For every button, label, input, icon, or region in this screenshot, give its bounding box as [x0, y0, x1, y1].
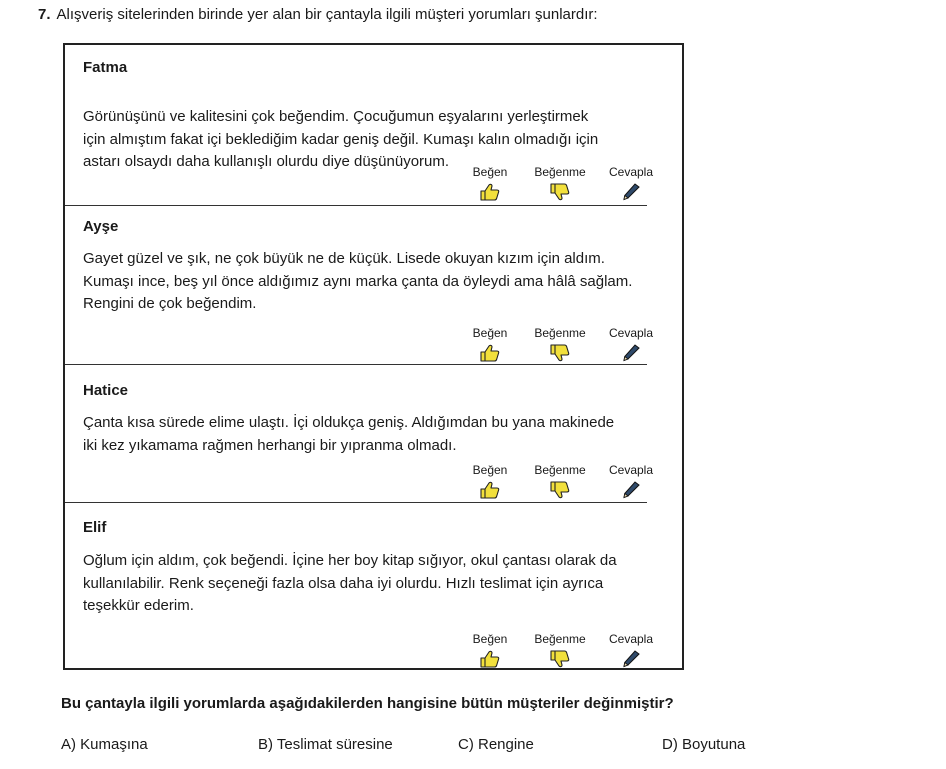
reply-label: Cevapla — [608, 326, 654, 340]
pencil-icon — [621, 481, 641, 499]
review-line: kullanılabilir. Renk seçeneği fazla olsa daha iyi olurdu. Hızlı teslimat için ayrıca — [83, 574, 604, 592]
option-b[interactable]: B) Teslimat süresine — [258, 736, 393, 753]
dislike-button[interactable] — [525, 632, 595, 668]
reply-label: Cevapla — [608, 463, 654, 477]
question-prompt: Bu çantayla ilgili yorumlarda aşağıdakilerden hangisine bütün müşteriler değinmiştir? — [61, 695, 674, 712]
question-stem-text: Alışveriş sitelerinden birinde yer alan bir çantayla ilgili müşteri yorumları şunlardır: — [56, 6, 598, 23]
like-button[interactable] — [455, 463, 525, 499]
pencil-icon — [621, 344, 641, 362]
like-button[interactable] — [455, 165, 525, 201]
divider — [65, 502, 647, 503]
review-line: astarı olsaydı daha kullanışlı olurdu diye düşünüyorum. — [83, 153, 450, 170]
option-a[interactable]: A) Kumaşına — [61, 736, 148, 753]
dislike-button[interactable] — [525, 165, 595, 201]
option-c[interactable]: C) Rengine — [458, 736, 534, 753]
review-line: teşekkür ederim. — [83, 597, 194, 614]
reply-button[interactable] — [596, 165, 666, 201]
thumbs-down-icon — [550, 650, 570, 668]
review-text — [83, 412, 683, 457]
thumbs-up-icon — [480, 481, 500, 499]
thumbs-down-icon — [550, 481, 570, 499]
reply-button[interactable] — [596, 326, 666, 362]
review-text — [83, 550, 683, 618]
dislike-button[interactable] — [525, 326, 595, 362]
review-line: Kumaşı ince, beş yıl önce aldığımız aynı marka çanta da öyleydi ama hâlâ sağlam. — [83, 272, 633, 290]
pencil-icon — [621, 183, 641, 201]
review-line: için almıştım fakat içi beklediğim kadar geniş değil. Kumaşı kalın olmadığı için — [83, 130, 599, 148]
review-author: Hatice — [83, 382, 129, 399]
review-text — [83, 248, 683, 316]
divider — [65, 205, 647, 206]
review-text — [83, 106, 683, 174]
question-stem — [38, 6, 918, 24]
review-actions — [455, 165, 675, 205]
like-button[interactable] — [455, 632, 525, 668]
dislike-label: Beğenme — [534, 165, 586, 179]
reply-button[interactable] — [596, 632, 666, 668]
thumbs-up-icon — [480, 344, 500, 362]
review-author: Ayşe — [83, 218, 119, 235]
question-number: 7. — [38, 6, 51, 23]
like-label: Beğen — [472, 632, 508, 646]
thumbs-up-icon — [480, 183, 500, 201]
thumbs-down-icon — [550, 183, 570, 201]
review-line: Çanta kısa sürede elime ulaştı. İçi oldukça geniş. Aldığımdan bu yana makinede — [83, 414, 615, 431]
review-line: iki kez yıkamama rağmen herhangi bir yıpranma olmadı. — [83, 436, 457, 454]
review-actions — [455, 463, 675, 503]
review-author: Elif — [83, 519, 107, 536]
dislike-label: Beğenme — [534, 463, 586, 477]
like-button[interactable] — [455, 326, 525, 362]
thumbs-up-icon — [480, 650, 500, 668]
review-line: Oğlum için aldım, çok beğendi. İçine her boy kitap sığıyor, okul çantası olarak da — [83, 552, 617, 569]
review-actions — [455, 326, 675, 366]
option-d[interactable]: D) Boyutuna — [662, 736, 746, 753]
reply-button[interactable] — [596, 463, 666, 499]
like-label: Beğen — [472, 165, 508, 179]
dislike-label: Beğenme — [534, 632, 586, 646]
dislike-label: Beğenme — [534, 326, 586, 340]
review-author: Fatma — [83, 59, 128, 76]
review-line: Gayet güzel ve şık, ne çok büyük ne de küçük. Lisede okuyan kızım için aldım. — [83, 250, 605, 267]
thumbs-down-icon — [550, 344, 570, 362]
reply-label: Cevapla — [608, 632, 654, 646]
review-line: Görünüşünü ve kalitesini çok beğendim. Çocuğumun eşyalarını yerleştirmek — [83, 108, 589, 125]
pencil-icon — [621, 650, 641, 668]
like-label: Beğen — [472, 463, 508, 477]
review-line: Rengini de çok beğendim. — [83, 295, 257, 312]
dislike-button[interactable] — [525, 463, 595, 499]
review-box — [63, 43, 684, 670]
divider — [65, 364, 647, 365]
like-label: Beğen — [472, 326, 508, 340]
review-actions — [455, 632, 675, 672]
reply-label: Cevapla — [608, 165, 654, 179]
